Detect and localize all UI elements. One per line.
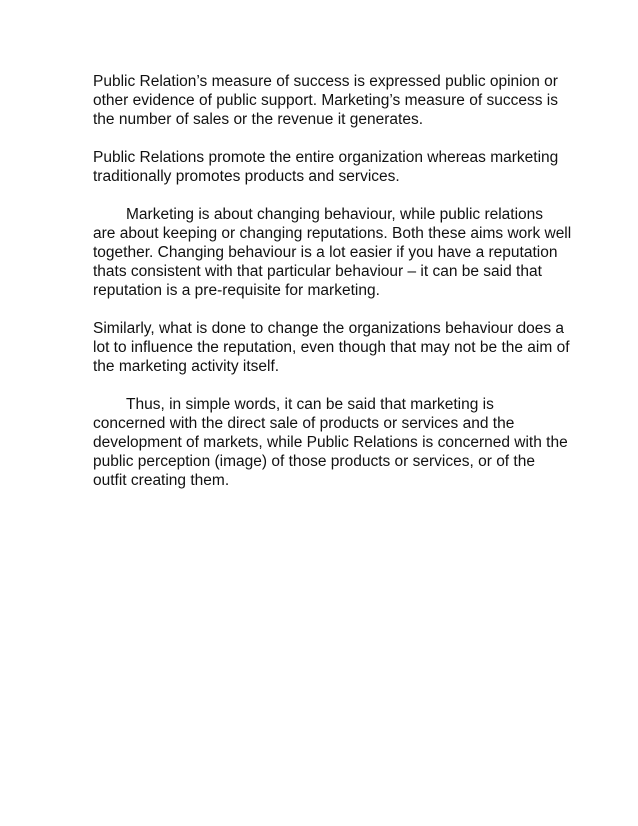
paragraph-line: the marketing activity itself. (93, 358, 280, 375)
paragraph-line: together. Changing behaviour is a lot easier if you have a reputation (93, 244, 558, 261)
paragraph-4 (93, 319, 570, 376)
paragraph-line: the number of sales or the revenue it generates. (93, 111, 424, 128)
paragraph-3 (93, 205, 572, 300)
document-body (93, 72, 572, 509)
paragraph-line: lot to influence the reputation, even though that may not be the aim of (93, 339, 570, 356)
paragraph-line: development of markets, while Public Relations is concerned with the (93, 434, 568, 451)
paragraph-line: Public Relations promote the entire organization whereas marketing (93, 149, 559, 166)
paragraph-line: Marketing is about changing behaviour, while public relations (126, 206, 544, 223)
paragraph-line: concerned with the direct sale of products or services and the (93, 415, 515, 432)
paragraph-line: traditionally promotes products and services. (93, 168, 400, 185)
paragraph-1 (93, 72, 558, 129)
paragraph-line: public perception (image) of those products or services, or of the (93, 453, 535, 470)
paragraph-line: Similarly, what is done to change the organizations behaviour does a (93, 320, 565, 337)
paragraph-line: Thus, in simple words, it can be said that marketing is (126, 396, 494, 413)
paragraph-5 (93, 395, 568, 490)
paragraph-line: Public Relation’s measure of success is expressed public opinion or (93, 73, 558, 90)
paragraph-line: other evidence of public support. Marketing’s measure of success is (93, 92, 558, 109)
paragraph-line: outfit creating them. (93, 472, 230, 489)
paragraph-2 (93, 148, 559, 186)
paragraph-line: reputation is a pre-requisite for marketing. (93, 282, 380, 299)
paragraph-line: thats consistent with that particular behaviour – it can be said that (93, 263, 542, 280)
paragraph-line: are about keeping or changing reputations. Both these aims work well (93, 225, 572, 242)
